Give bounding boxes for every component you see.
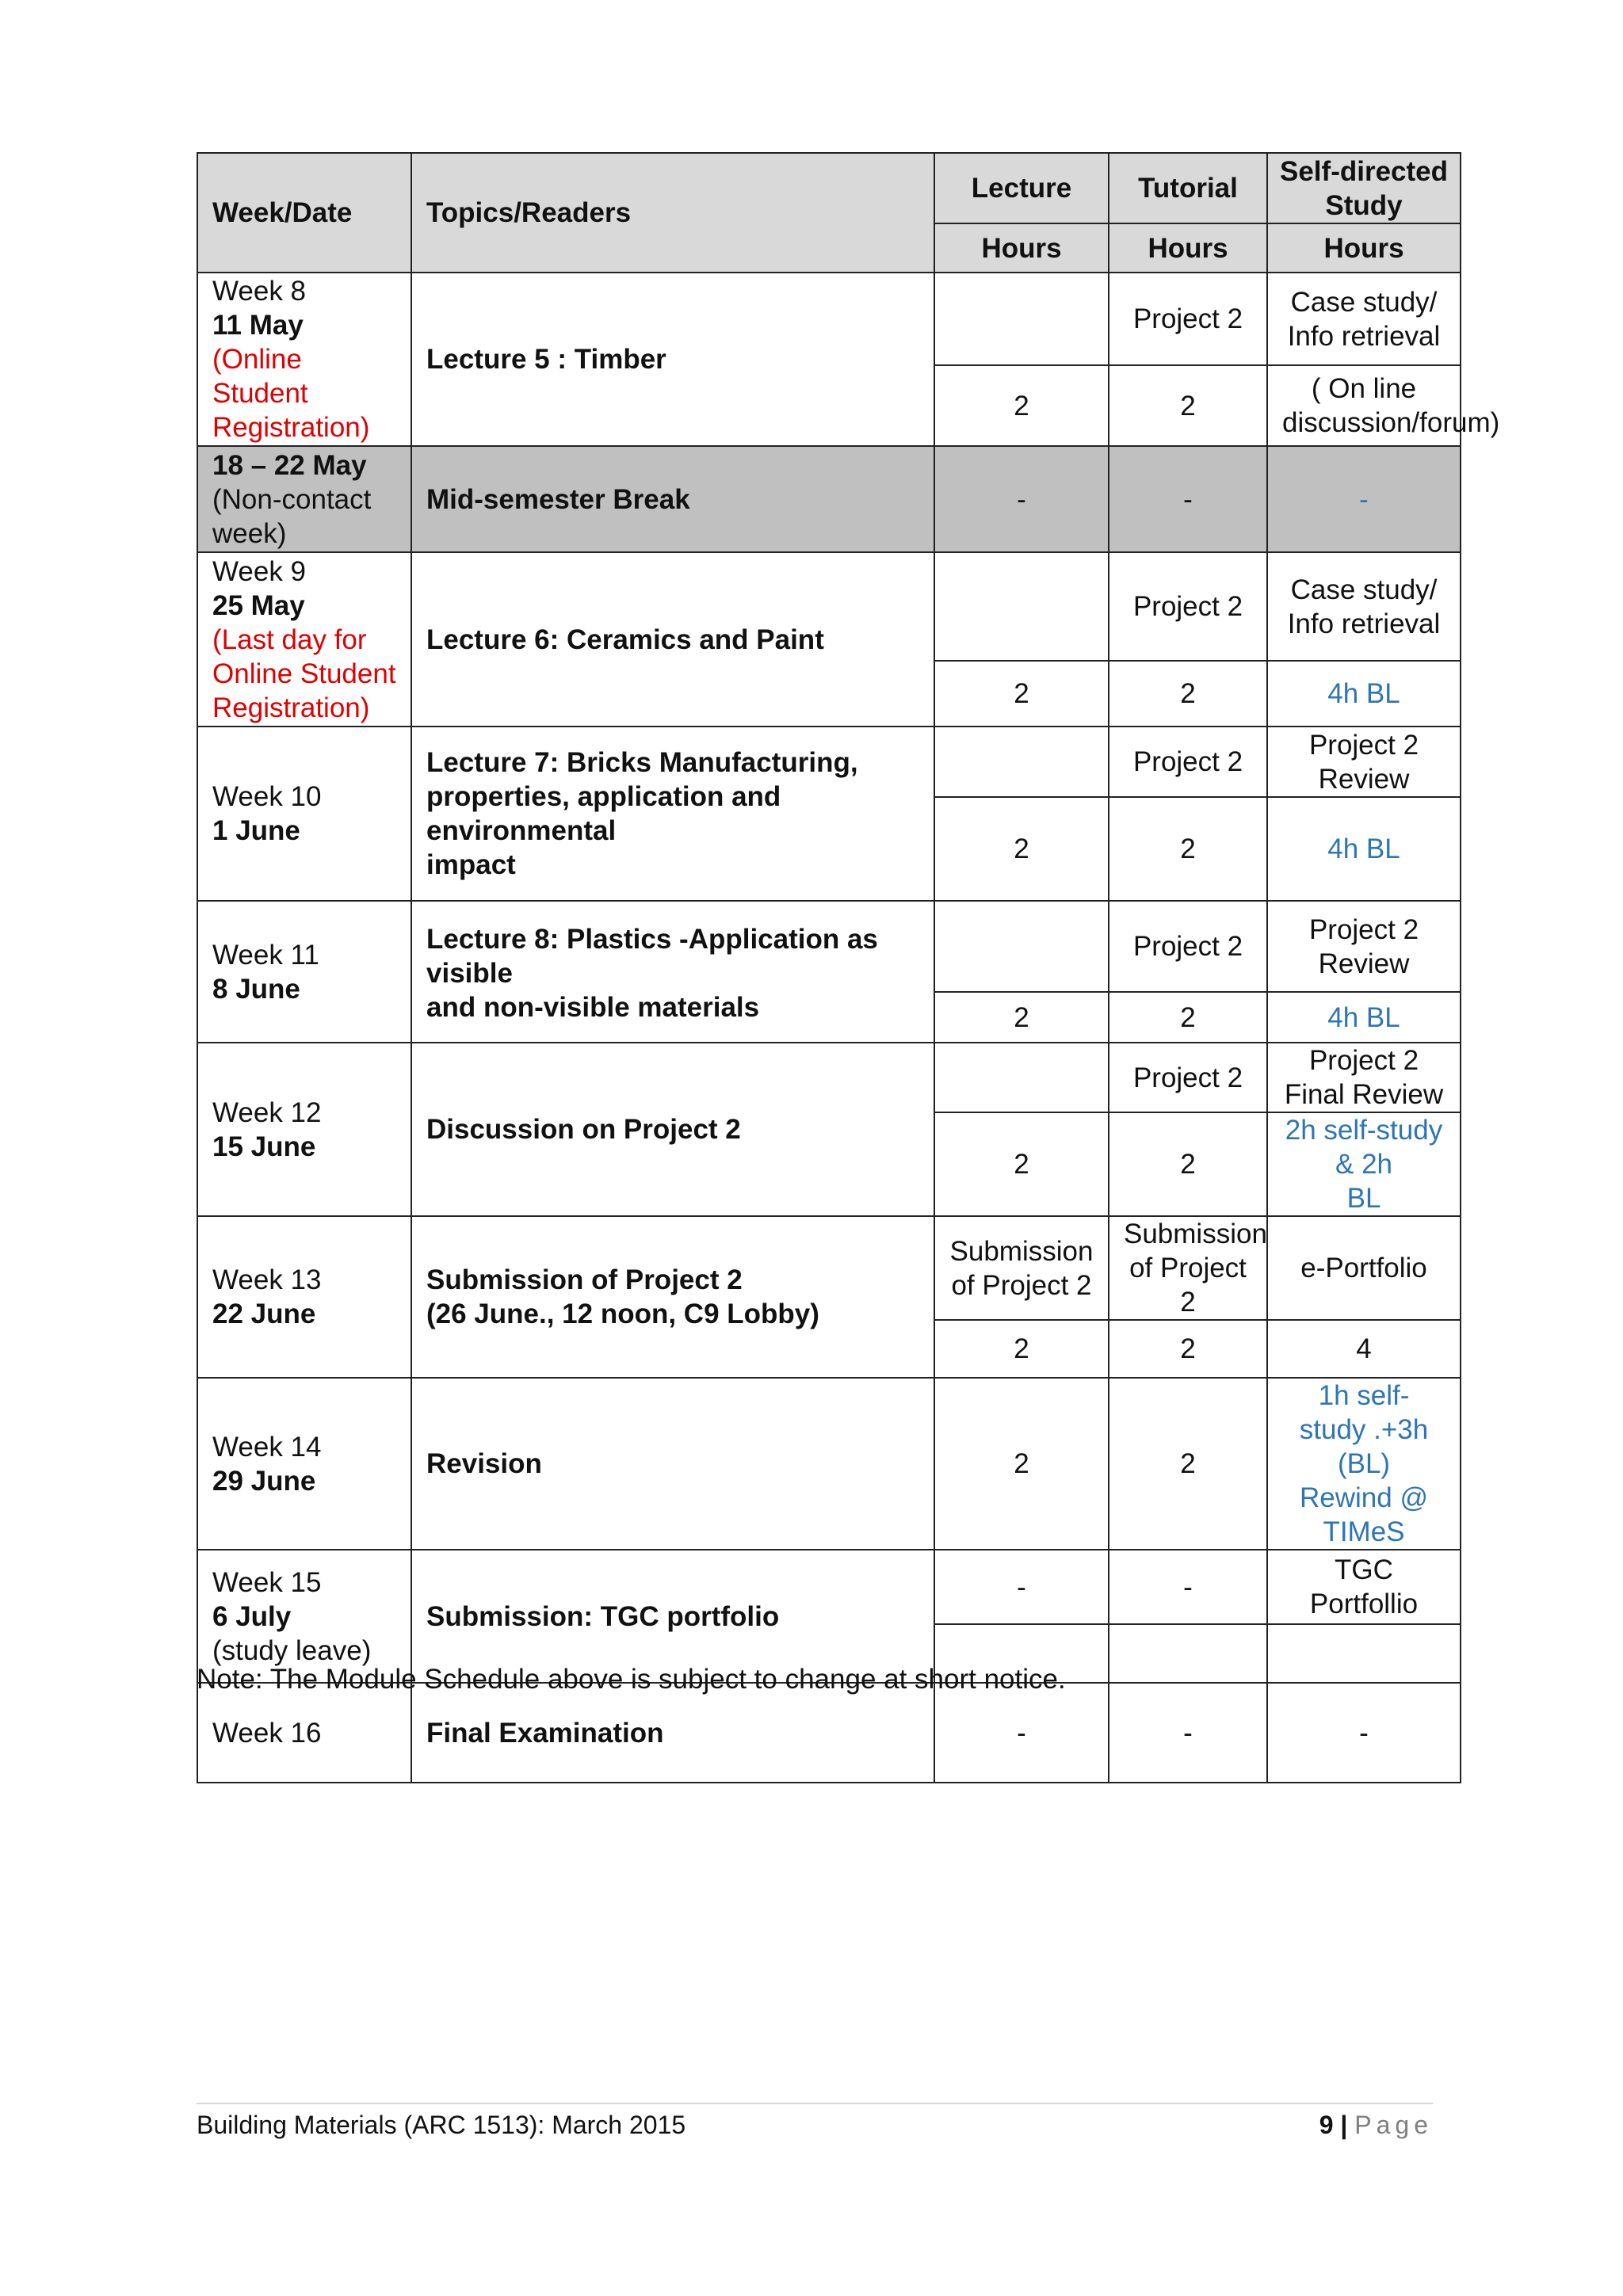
- week-date: 18 – 22 May: [212, 449, 367, 481]
- lecture-hours-cell: 2: [934, 797, 1109, 901]
- topic-cell: Lecture 6: Ceramics and Paint: [411, 552, 934, 727]
- topic-cell: [411, 727, 934, 901]
- tutorial-hours-cell: 2: [1109, 365, 1267, 446]
- week-date: 29 June: [212, 1465, 316, 1497]
- tutorial-hours-cell: 2: [1109, 797, 1267, 901]
- week-date: 11 May: [212, 310, 304, 341]
- self-study-cell: -: [1267, 1683, 1461, 1783]
- self-study-line: study .+3h (BL): [1299, 1414, 1429, 1479]
- lecture-hours-cell: -: [934, 446, 1109, 552]
- week-label: Week 11: [212, 939, 319, 971]
- table-row: [197, 1683, 1461, 1783]
- registration-note: Online Student: [212, 658, 396, 689]
- registration-note: (Last day for: [212, 624, 367, 655]
- self-study-line: 1h self-: [1318, 1380, 1410, 1411]
- page-separator: |: [1340, 2111, 1348, 2139]
- lecture-hours-cell: -: [934, 1550, 1109, 1624]
- self-study-line: 2h self-study & 2h: [1285, 1115, 1443, 1180]
- tutorial-line: of Project 2: [1129, 1253, 1247, 1318]
- header-tutorial: Tutorial: [1109, 153, 1267, 223]
- self-study-cell: [1267, 727, 1461, 797]
- table-row: [197, 1550, 1461, 1624]
- topic-cell: Discussion on Project 2: [411, 1043, 934, 1216]
- week-label: Week 15: [212, 1566, 322, 1598]
- tutorial-hours-cell: 2: [1109, 1112, 1267, 1216]
- header-topics: Topics/Readers: [411, 153, 934, 273]
- week-cell: [197, 1683, 411, 1783]
- self-study-cell: 4h BL: [1267, 992, 1461, 1043]
- week-label: Week 9: [212, 555, 307, 587]
- topic-line: (26 June., 12 noon, C9 Lobby): [426, 1299, 819, 1329]
- self-study-cell: [1267, 1378, 1461, 1550]
- week-cell: [197, 901, 411, 1043]
- topic-cell: [411, 1216, 934, 1378]
- topic-cell: Submission: TGC portfolio: [411, 1550, 934, 1683]
- lecture-hours-cell: 2: [934, 1378, 1109, 1550]
- tutorial-hours-cell: 2: [1109, 1320, 1267, 1378]
- self-study-cell: 4: [1267, 1320, 1461, 1378]
- self-study-cell: e-Portfolio: [1267, 1216, 1461, 1320]
- tutorial-hours-cell: -: [1109, 1550, 1267, 1624]
- week-label: Week 12: [212, 1097, 322, 1128]
- tutorial-hours-cell: [1109, 1216, 1267, 1320]
- lecture-hours-cell: -: [934, 1683, 1109, 1783]
- lecture-hours-cell: 2: [934, 992, 1109, 1043]
- header-self-directed: [1267, 153, 1461, 223]
- lecture-hours-cell: [934, 1043, 1109, 1112]
- lecture-hours-cell: [934, 727, 1109, 797]
- lecture-hours-cell: [934, 552, 1109, 661]
- self-study-cell: 4h BL: [1267, 661, 1461, 727]
- week-date: 22 June: [212, 1299, 316, 1329]
- self-study-line: ( On line: [1311, 373, 1417, 404]
- self-study-cell: [1267, 1112, 1461, 1216]
- week-date: 6 July: [212, 1600, 292, 1632]
- self-study-line: Final Review: [1284, 1079, 1444, 1110]
- header-self-directed-line1: Self-directed: [1280, 155, 1448, 187]
- self-study-cell: TGC Portfollio: [1267, 1550, 1461, 1624]
- table-row: [197, 1043, 1461, 1112]
- topic-cell: [411, 901, 934, 1043]
- self-study-cell: [1267, 552, 1461, 661]
- lecture-hours-cell: 2: [934, 1112, 1109, 1216]
- topic-cell: Revision: [411, 1378, 934, 1550]
- topic-line: and non-visible materials: [426, 992, 760, 1023]
- self-study-line: Project 2: [1308, 913, 1419, 945]
- week-note: week): [212, 517, 287, 549]
- lecture-hours-cell: 2: [934, 365, 1109, 446]
- registration-note: Registration): [212, 692, 370, 723]
- self-study-line: discussion/forum: [1282, 407, 1491, 438]
- week-note: (Non-contact: [212, 483, 372, 515]
- week-note: (study leave): [212, 1634, 372, 1666]
- self-study-cell: [1267, 365, 1500, 446]
- week-cell: [197, 1043, 411, 1216]
- topic-cell: Lecture 5 : Timber: [411, 273, 934, 446]
- tutorial-hours-cell: Project 2: [1109, 273, 1267, 365]
- self-study-cell: 4h BL: [1267, 797, 1461, 901]
- self-study-cell: [1267, 1043, 1461, 1112]
- self-study-cell: [1267, 901, 1461, 992]
- tutorial-hours-cell: 2: [1109, 992, 1267, 1043]
- self-study-line: Case study/: [1290, 286, 1438, 318]
- footer-page-indicator: [1319, 2109, 1433, 2141]
- topic-cell: Mid-semester Break: [411, 446, 934, 552]
- week-label: Week 10: [212, 781, 322, 812]
- header-hours-tutorial: Hours: [1109, 223, 1267, 273]
- schedule-note: Note: The Module Schedule above is subject to change at short notice.: [197, 1664, 1066, 1695]
- page-label: Page: [1354, 2111, 1433, 2139]
- self-study-line: Case study/: [1290, 574, 1438, 605]
- week-date: 15 June: [212, 1131, 316, 1162]
- tutorial-hours-cell: Project 2: [1109, 727, 1267, 797]
- self-study-line: Rewind @ TIMeS: [1300, 1482, 1428, 1547]
- lecture-hours-cell: [934, 273, 1109, 365]
- self-study-line: BL: [1346, 1183, 1381, 1214]
- week-cell: [197, 727, 411, 901]
- self-study-cell: -: [1267, 446, 1461, 552]
- table-row: [197, 552, 1461, 661]
- self-study-line: Info retrieval: [1287, 608, 1441, 639]
- footer-document-title: Building Materials (ARC 1513): March 2015: [197, 2111, 686, 2139]
- self-study-cell: [1267, 273, 1461, 365]
- week-cell: [197, 1216, 411, 1378]
- self-study-line: Project 2: [1308, 729, 1419, 761]
- self-study-line: Review: [1318, 763, 1410, 795]
- table-row: [197, 273, 1461, 365]
- tutorial-hours-cell: 2: [1109, 661, 1267, 727]
- tutorial-hours-cell: Project 2: [1109, 552, 1267, 661]
- topic-line: Lecture 8: Plastics -Application as visible: [426, 924, 878, 989]
- lecture-line: of Project 2: [951, 1269, 1092, 1301]
- lecture-hours-cell: [934, 1216, 1109, 1320]
- module-schedule-table: [197, 152, 1500, 1783]
- tutorial-hours-cell: Project 2: [1109, 901, 1267, 992]
- week-date: 25 May: [212, 589, 305, 621]
- closing-paren: ): [1490, 407, 1500, 438]
- footer-divider: [197, 2103, 1433, 2104]
- header-hours-self: Hours: [1267, 223, 1461, 273]
- week-cell: [197, 552, 411, 727]
- tutorial-hours-cell: 2: [1109, 1378, 1267, 1550]
- week-label: Week 8: [212, 276, 307, 307]
- table-row: [197, 727, 1461, 797]
- topic-line: impact: [426, 849, 516, 880]
- topic-cell: Final Examination: [411, 1683, 934, 1783]
- table-row: [197, 901, 1461, 992]
- self-study-line: Info retrieval: [1287, 320, 1441, 352]
- tutorial-hours-cell: -: [1109, 1683, 1267, 1783]
- self-study-cell: [1267, 1624, 1461, 1683]
- lecture-hours-cell: 2: [934, 661, 1109, 727]
- header-lecture: Lecture: [934, 153, 1109, 223]
- week-cell: [197, 1378, 411, 1550]
- tutorial-hours-cell: [1109, 1624, 1267, 1683]
- self-study-line: Project 2: [1308, 1045, 1419, 1076]
- self-study-line: Review: [1318, 948, 1410, 979]
- topic-line: properties, application and environmental: [426, 781, 781, 846]
- header-row: [197, 153, 1461, 223]
- registration-note: (Online: [212, 344, 302, 375]
- header-week-date: Week/Date: [197, 153, 411, 273]
- lecture-line: Submission: [949, 1235, 1094, 1267]
- lecture-hours-cell: 2: [934, 1320, 1109, 1378]
- header-self-directed-line2: Study: [1325, 189, 1403, 221]
- tutorial-line: Submission: [1124, 1219, 1267, 1249]
- registration-note: Student: [212, 378, 308, 409]
- table-row: [197, 1216, 1461, 1320]
- registration-note: Registration): [212, 412, 370, 443]
- week-date: 1 June: [212, 815, 300, 846]
- week-label: Week 14: [212, 1431, 322, 1463]
- header-hours-lecture: Hours: [934, 223, 1109, 273]
- week-cell: [197, 273, 411, 446]
- tutorial-hours-cell: -: [1109, 446, 1267, 552]
- week-cell: [197, 446, 411, 552]
- topic-line: Submission of Project 2: [426, 1264, 743, 1295]
- page-number: 9: [1319, 2111, 1334, 2139]
- tutorial-hours-cell: Project 2: [1109, 1043, 1267, 1112]
- lecture-hours-cell: [934, 901, 1109, 992]
- week-date: 8 June: [212, 973, 300, 1005]
- week-label: Week 13: [212, 1264, 322, 1295]
- topic-line: Lecture 7: Bricks Manufacturing,: [426, 747, 858, 778]
- table-row: [197, 1378, 1461, 1550]
- week-label: Week 16: [212, 1717, 322, 1749]
- table-row: [197, 446, 1461, 552]
